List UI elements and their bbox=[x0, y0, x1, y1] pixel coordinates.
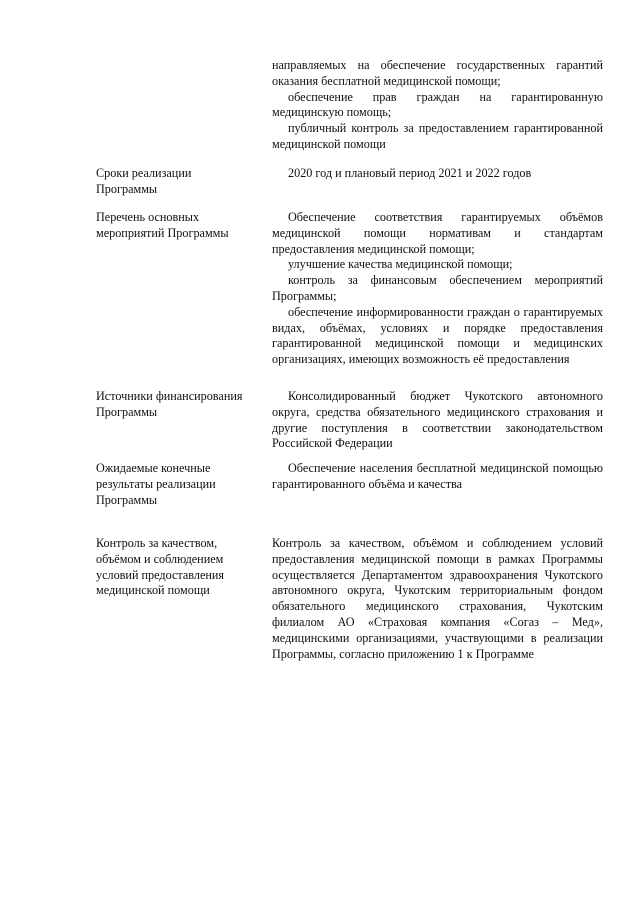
label-line: Программы bbox=[96, 404, 158, 419]
row-label bbox=[96, 389, 261, 421]
paragraph: Обеспечение населения бесплатной медицинской помощью гарантированного объёма и качества bbox=[272, 461, 603, 491]
label-line: объёмом и соблюдением bbox=[96, 551, 224, 566]
row-label bbox=[96, 166, 261, 198]
paragraph: обеспечение информированности граждан о гарантируемых видах, объёмах, условиях и порядке предоставления гарантированной медицинской помощи и медицинских организациях, имеющих возможность её предоставления bbox=[272, 304, 603, 367]
label-line: Программы bbox=[96, 492, 158, 507]
row-content bbox=[272, 58, 603, 153]
label-line: Программы bbox=[96, 181, 158, 196]
label-line: Контроль за качеством, bbox=[96, 536, 218, 550]
label-line: условий предоставления bbox=[96, 567, 225, 582]
paragraph: публичный контроль за предоставлением гарантированной медицинской помощи bbox=[272, 121, 603, 151]
label-line: Перечень основных bbox=[96, 210, 200, 224]
row-content bbox=[272, 536, 603, 662]
paragraph: контроль за финансовым обеспечением мероприятий Программы; bbox=[272, 273, 603, 303]
paragraph: направляемых на обеспечение государственных гарантий оказания бесплатной медицинской помощи; bbox=[272, 58, 603, 88]
row-label bbox=[96, 210, 261, 242]
paragraph: улучшение качества медицинской помощи; bbox=[288, 257, 513, 272]
row-label bbox=[96, 461, 261, 508]
label-line: Источники финансирования bbox=[96, 389, 243, 403]
label-line: результаты реализации bbox=[96, 476, 216, 491]
row-label bbox=[96, 536, 261, 599]
row-content bbox=[272, 166, 603, 182]
row-content bbox=[272, 389, 603, 452]
row-content bbox=[272, 461, 603, 493]
label-line: медицинской помощи bbox=[96, 583, 210, 598]
label-line: Сроки реализации bbox=[96, 166, 192, 180]
paragraph: Консолидированный бюджет Чукотского автономного округа, средства обязательного медицинского страхования и другие поступления в соответствии законодательством Российской Федерации bbox=[272, 389, 603, 451]
paragraph: Обеспечение соответствия гарантируемых объёмов медицинской помощи нормативам и стандартам предоставления медицинской помощи; bbox=[272, 210, 603, 256]
paragraph: обеспечение прав граждан на гарантированную медицинскую помощь; bbox=[272, 89, 603, 120]
label-line: мероприятий Программы bbox=[96, 225, 229, 240]
label-line: Ожидаемые конечные bbox=[96, 461, 211, 475]
paragraph: Контроль за качеством, объёмом и соблюдением условий предоставления медицинской помощи в рамках Программы осуществляется Департаментом здравоохранения Чукотского автономного округа, Чукотским территориальным фондом обязательного медицинского страхования, Чукотским филиалом АО «Страховая компания «Согаз – Мед», медицинскими организациями, участвующими в реализации Программы, согласно приложению 1 к Программе bbox=[272, 536, 603, 661]
row-content bbox=[272, 210, 603, 368]
paragraph: 2020 год и плановый период 2021 и 2022 годов bbox=[288, 166, 532, 180]
